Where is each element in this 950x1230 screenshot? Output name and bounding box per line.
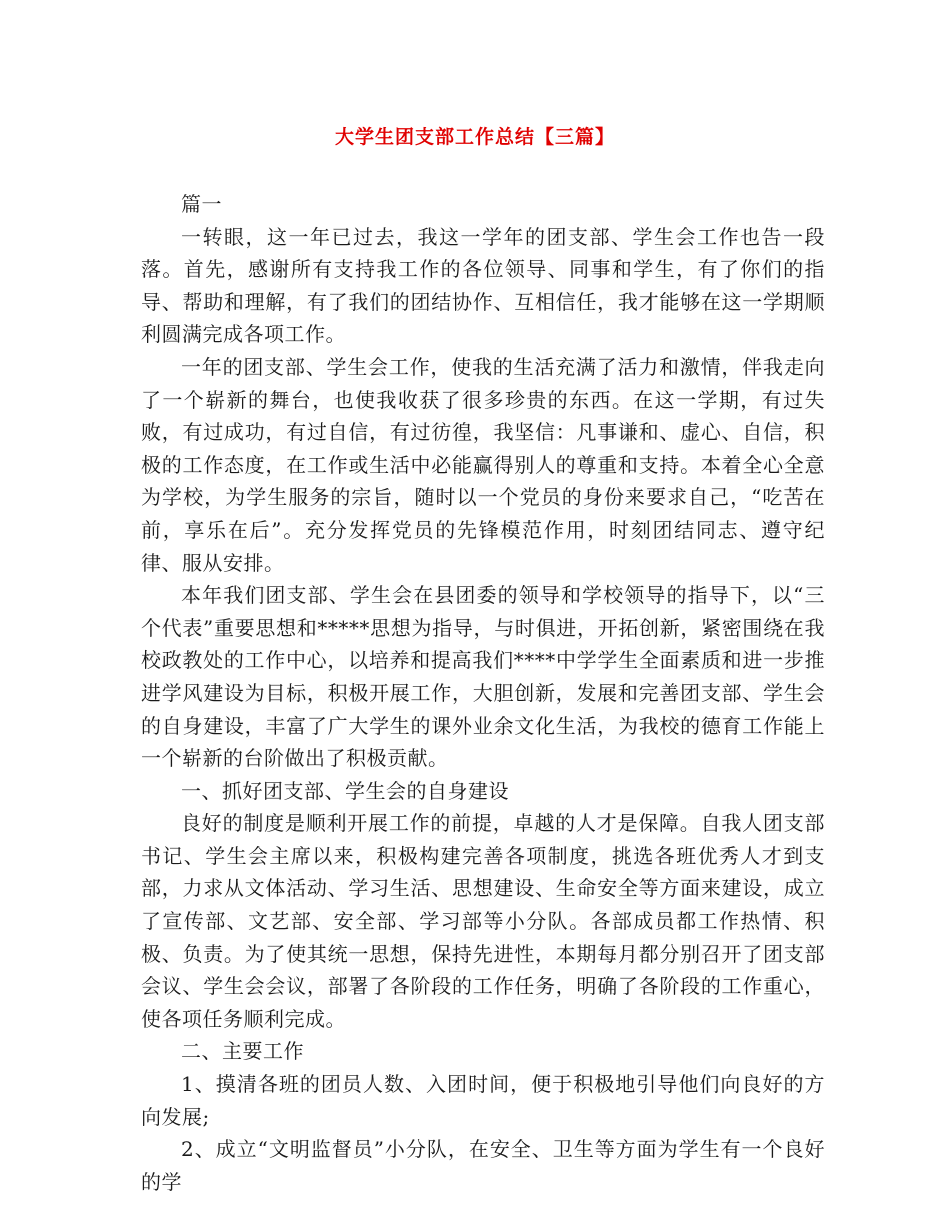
document-title: 大学生团支部工作总结【三篇】	[334, 126, 615, 148]
section-label: 篇一	[181, 192, 222, 216]
list-item: 1、摸清各班的团员人数、入团时间，便于积极地引导他们向良好的方向发展;	[141, 1072, 825, 1129]
list-item: 2、成立“文明监督员”小分队，在安全、卫生等方面为学生有一个良好的学	[141, 1137, 825, 1194]
section-heading: 二、主要工作	[181, 1039, 304, 1064]
section-heading: 一、抓好团支部、学生会的自身建设	[181, 778, 509, 803]
body-paragraph: 良好的制度是顺利开展工作的前提，卓越的人才是保障。自我人团支部书记、学生会主席以来，积极构建完善各项制度，挑选各班优秀人才到支部，力求从文体活动、学习生活、思想建设、生命安全等方面来建设，成立了宣传部、文艺部、安全部、学习部等小分队。各部成员都工作热情、积极、负责。为了使其统一思想，保持先进性，本期每月都分别召开了团支部会议、学生会会议，部署了各阶段的工作任务，明确了各阶段的工作重心，使各项任务顺利完成。	[141, 811, 825, 1031]
document-body	[141, 188, 825, 1198]
body-paragraph: 一转眼，这一年已过去，我这一学年的团支部、学生会工作也告一段落。首先，感谢所有支持我工作的各位领导、同事和学生，有了你们的指导、帮助和理解，有了我们的团结协作、互相信任，我才能够在这一学期顺利圆满完成各项工作。	[141, 224, 825, 347]
body-paragraph: 一年的团支部、学生会工作，使我的生活充满了活力和激情，伴我走向了一个崭新的舞台，也使我收获了很多珍贵的东西。在这一学期，有过失败，有过成功，有过自信，有过彷徨，我坚信：凡事谦和、虚心、自信，积极的工作态度，在工作或生活中必能赢得别人的尊重和支持。本着全心全意为学校，为学生服务的宗旨，随时以一个党员的身份来要求自己，“吃苦在前，享乐在后”。充分发挥党员的先锋模范作用，时刻团结同志、遵守纪律、服从安排。	[141, 354, 825, 575]
body-paragraph: 本年我们团支部、学生会在县团委的领导和学校领导的指导下，以“三个代表”重要思想和*****思想为指导，与时俱进，开拓创新，紧密围绕在我校政教处的工作中心，以培养和提高我们****中学学生全面素质和进一步推进学风建设为目标，积极开展工作，大胆创新，发展和完善团支部、学生会的自身建设，丰富了广大学生的课外业余文化生活，为我校的德育工作能上一个崭新的台阶做出了积极贡献。	[141, 583, 825, 771]
